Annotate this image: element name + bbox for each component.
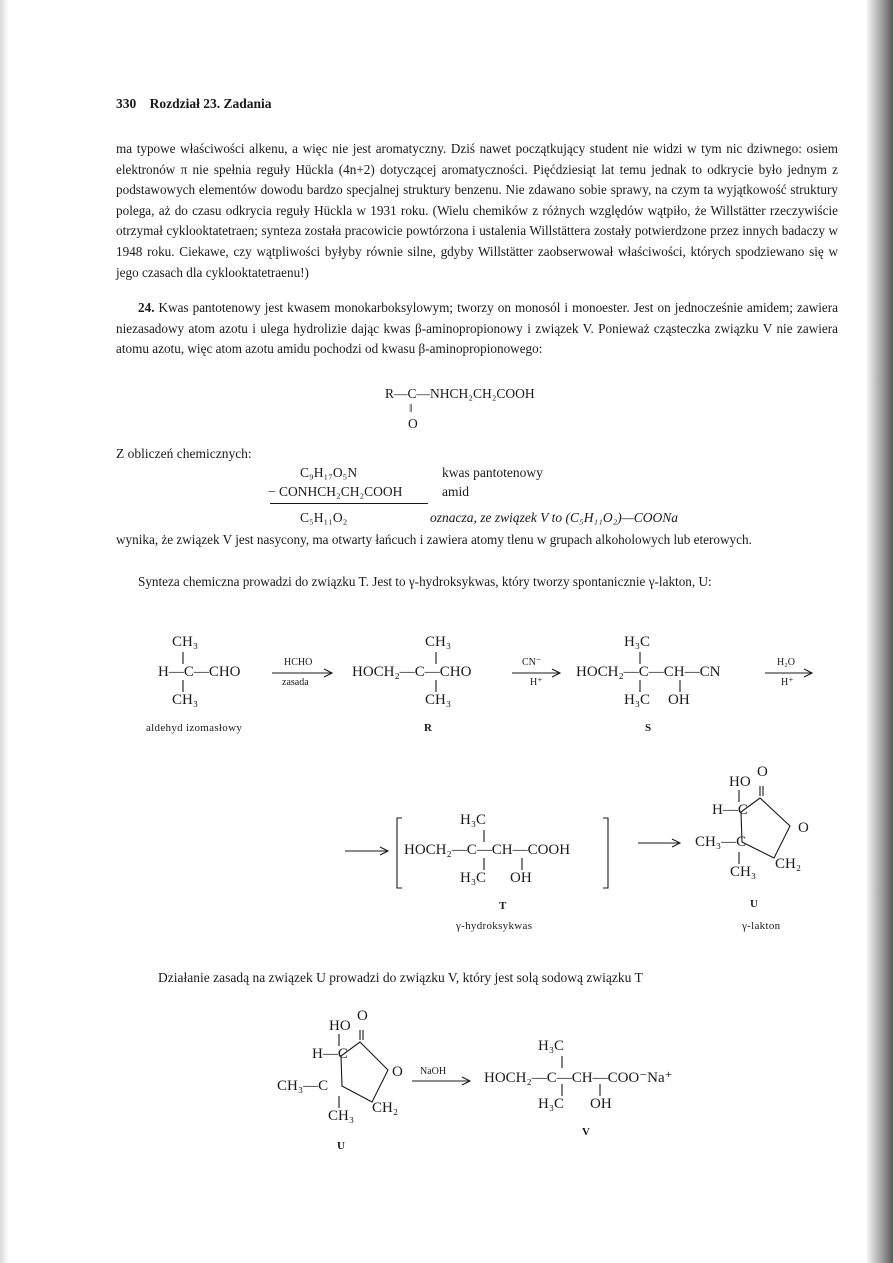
T-mid: HOCH₂—C—CH—COOH — [404, 842, 571, 858]
calc-result-formula: C₅H₁₁O₂ — [300, 510, 348, 525]
arrow2-top: CN⁻ — [522, 657, 542, 668]
arrow3-bottom: H⁺ — [781, 677, 794, 688]
V-mid: HOCH₂—C—CH—COO⁻Na⁺ — [484, 1070, 673, 1086]
U2-O-top: O — [757, 764, 768, 780]
calc-row2-label: amid — [442, 484, 469, 499]
paragraph-1: ma typowe właściwości alkenu, a więc nie jest aromatyczny. Dziś nawet początkujący student nie widzi w tym nic dziwnego: osiem elektronów π nie spełnia reguły Hückla (4n+2) dotyczącej aromatyczności. Pięćdziesiąt lat temu jednak to odkrycie było jednym z podstawowych elementów dowodu bardzo specjalnej struktury benzenu. Nie zdawano sobie sprawy, na czym ta wyjątkowość struktury polega, aż do czasu odkrycia reguły Hückla w 1931 roku. (Wielu chemików z różnych względów wątpiło, że Willstätter rzeczywiście otrzymał cyklooktatetraen; synteza została pracowicie powtórzona i ustalenia Willstättera zostały potwierdzone przez innych badaczy w 1948 roku. Ciekawe, czy wątpliwości byłyby równie silne, gdyby Willstätter zaobserwował właściwości, których spodziewano się w jego czasach dla cyklooktatetraenu!) — [116, 141, 838, 280]
S-bottom-right: OH — [668, 692, 690, 708]
S-mid: HOCH₂—C—CH—CN — [576, 664, 721, 680]
U2-CH2: CH₂ — [775, 856, 802, 872]
U2-ring-O: O — [798, 820, 809, 836]
T-caption: γ-hydroksykwas — [456, 920, 533, 932]
U3-CH3-bottom: CH₃ — [328, 1108, 355, 1124]
U3-label: U — [337, 1140, 345, 1152]
arrow1-bottom: zasada — [282, 677, 309, 688]
amide-oxygen: O — [408, 416, 418, 431]
S-bottom-left: H₃C — [624, 692, 651, 708]
aldehyde-top: CH₃ — [172, 634, 199, 650]
calc-row1-label: kwas pantotenowy — [442, 465, 543, 480]
S-label: S — [645, 722, 652, 734]
U3-HO: HO — [329, 1018, 351, 1034]
T-bottom-left: H₃C — [460, 870, 487, 886]
page-number: 330 — [116, 96, 137, 111]
paragraph-2-text: Kwas pantotenowy jest kwasem monokarboksylowym; tworzy on monosól i monoester. Jest on jednocześnie amidem; zawiera niezasadowy atom azotu i ulega hydrolizie dając kwas β-aminopropionowy i związek V. Ponieważ cząsteczka związku V nie zawiera atomu azotu, więc atom azotu amidu pochodzi od kwasu β-aminopropionowego: — [116, 300, 839, 357]
U2-HO: HO — [729, 774, 751, 790]
U3-ring-O: O — [392, 1064, 403, 1080]
calc-row1-formula: C₉H₁₇O₅N — [300, 465, 358, 480]
problem-number: 24. — [138, 300, 155, 315]
arrow2-bottom: H⁺ — [530, 677, 543, 688]
U2-CH3: CH₃—C — [695, 834, 747, 850]
arrow-naoh: NaOH — [420, 1066, 447, 1077]
U3-H: H—C — [312, 1046, 348, 1062]
V-bottom-left: H₃C — [538, 1096, 565, 1112]
T-label: T — [499, 900, 507, 912]
R-mid: HOCH₂—C—CHO — [352, 664, 472, 680]
amide-double-bond: ‖ — [409, 401, 413, 415]
aldehyde-bottom: CH₃ — [172, 692, 199, 708]
arrow3-top: H₂O — [777, 657, 795, 668]
U3-O-top: O — [357, 1008, 368, 1024]
U3-CH3: CH₃—C — [277, 1078, 329, 1094]
R-label: R — [424, 722, 432, 734]
U2-CH3-bottom: CH₃ — [730, 864, 757, 880]
paragraph-5: Działanie zasadą na związek U prowadzi do związku V, który jest solą sodową związku T — [158, 970, 643, 985]
R-bottom: CH₃ — [425, 692, 452, 708]
U3-CH2: CH₂ — [372, 1100, 399, 1116]
aldehyde-mid: H—C—CHO — [158, 664, 241, 680]
amide-formula: R—C—NHCH₂CH₂COOH — [385, 386, 535, 401]
aldehyde-label: aldehyd izomasłowy — [146, 722, 243, 734]
T-top: H₃C — [460, 812, 487, 828]
calc-result-note: oznacza, ze związek V to (C₅H₁₁O₂)—COONa — [430, 510, 679, 525]
calc-intro: Z obliczeń chemicznych: — [116, 446, 252, 461]
paragraph-3: wynika, że związek V jest nasycony, ma otwarty łańcuch i zawiera atomy tlenu w grupach alkoholowych lub eterowych. — [116, 532, 752, 547]
U2-H: H—C — [712, 802, 748, 818]
V-top: H₃C — [538, 1038, 565, 1054]
arrow1-top: HCHO — [284, 657, 313, 668]
chapter-title: Rozdział 23. Zadania — [149, 96, 272, 111]
calc-row2-formula: − CONHCH₂CH₂COOH — [268, 484, 403, 499]
U2-caption: γ-lakton — [742, 920, 781, 932]
R-top: CH₃ — [425, 634, 452, 650]
U2-label: U — [750, 898, 758, 910]
V-bottom-right: OH — [590, 1096, 612, 1112]
paragraph-4: Synteza chemiczna prowadzi do związku T. Jest to γ-hydroksykwas, który tworzy spontanicznie γ-lakton, U: — [138, 574, 712, 589]
T-bottom-right: OH — [510, 870, 532, 886]
V-label: V — [582, 1126, 590, 1138]
S-top: H₃C — [624, 634, 651, 650]
